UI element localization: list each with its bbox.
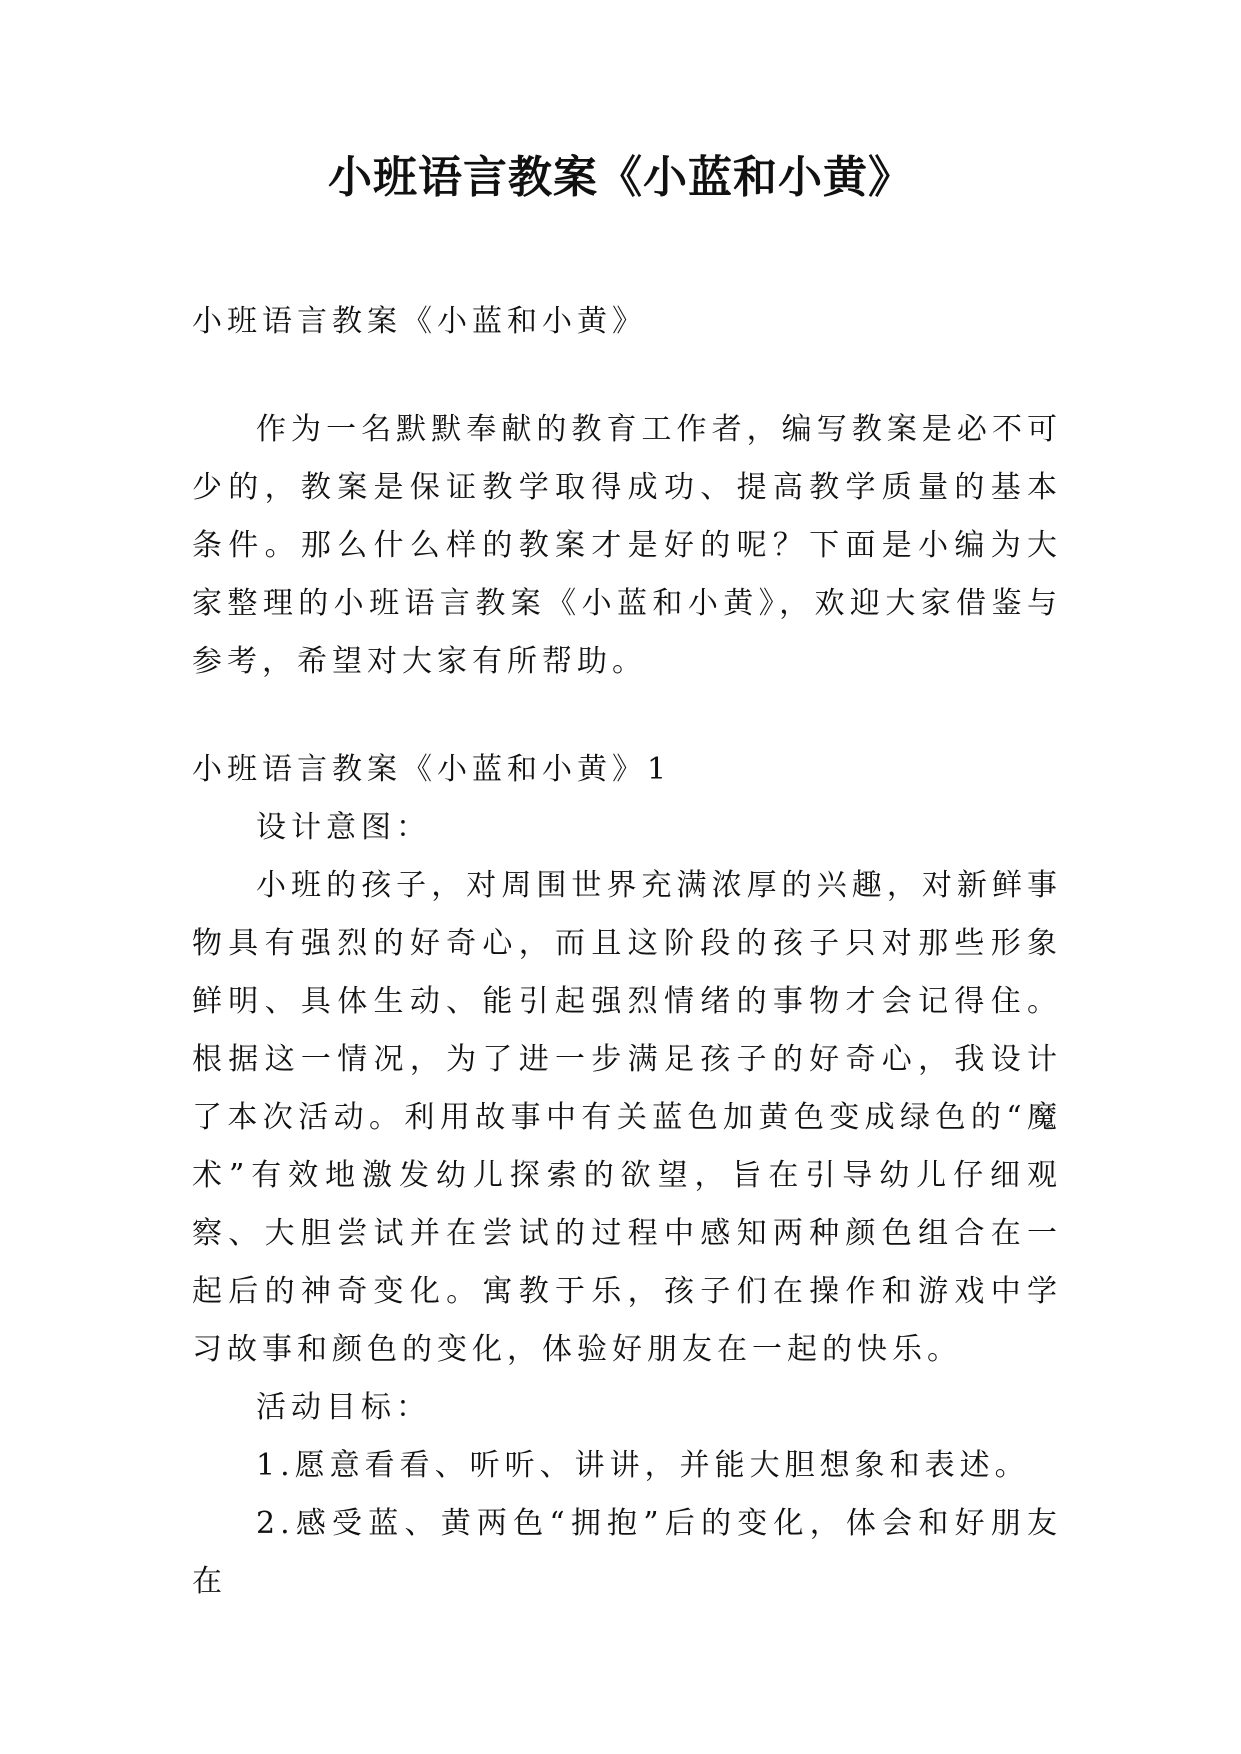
goal-item-1: 1.愿意看看、听听、讲讲，并能大胆想象和表述。 (256, 1448, 1030, 1483)
intro-paragraph: 作为一名默默奉献的教育工作者，编写教案是必不可少的，教案是保证教学取得成功、提高教学质量的基本条件。那么什么样的教案才是好的呢？下面是小编为大家整理的小班语言教案《小蓝和小黄》，欢迎大家借鉴与参考，希望对大家有所帮助。 (192, 412, 1062, 679)
page-title: 小班语言教案《小蓝和小黄》 (328, 152, 913, 203)
design-heading: 设计意图： (256, 810, 431, 845)
design-paragraph: 小班的孩子，对周围世界充满浓厚的兴趣，对新鲜事物具有强烈的好奇心，而且这阶段的孩子只对那些形象鲜明、具体生动、能引起强烈情绪的事物才会记得住。根据这一情况，为了进一步满足孩子的好奇心，我设计了本次活动。利用故事中有关蓝色加黄色变成绿色的“魔术”有效地激发幼儿探索的欲望，旨在引导幼儿仔细观察、大胆尝试并在尝试的过程中感知两种颜色组合在一起后的神奇变化。寓教于乐，孩子们在操作和游戏中学习故事和颜色的变化，体验好朋友在一起的快乐。 (192, 868, 1062, 1367)
section-title: 小班语言教案《小蓝和小黄》1 (192, 752, 672, 787)
document-subtitle: 小班语言教案《小蓝和小黄》 (192, 304, 647, 339)
goal-item-2: 2.感受蓝、黄两色“拥抱”后的变化，体会和好朋友在 (192, 1506, 1062, 1599)
document-body (192, 293, 1062, 1611)
goals-heading: 活动目标： (256, 1390, 431, 1425)
